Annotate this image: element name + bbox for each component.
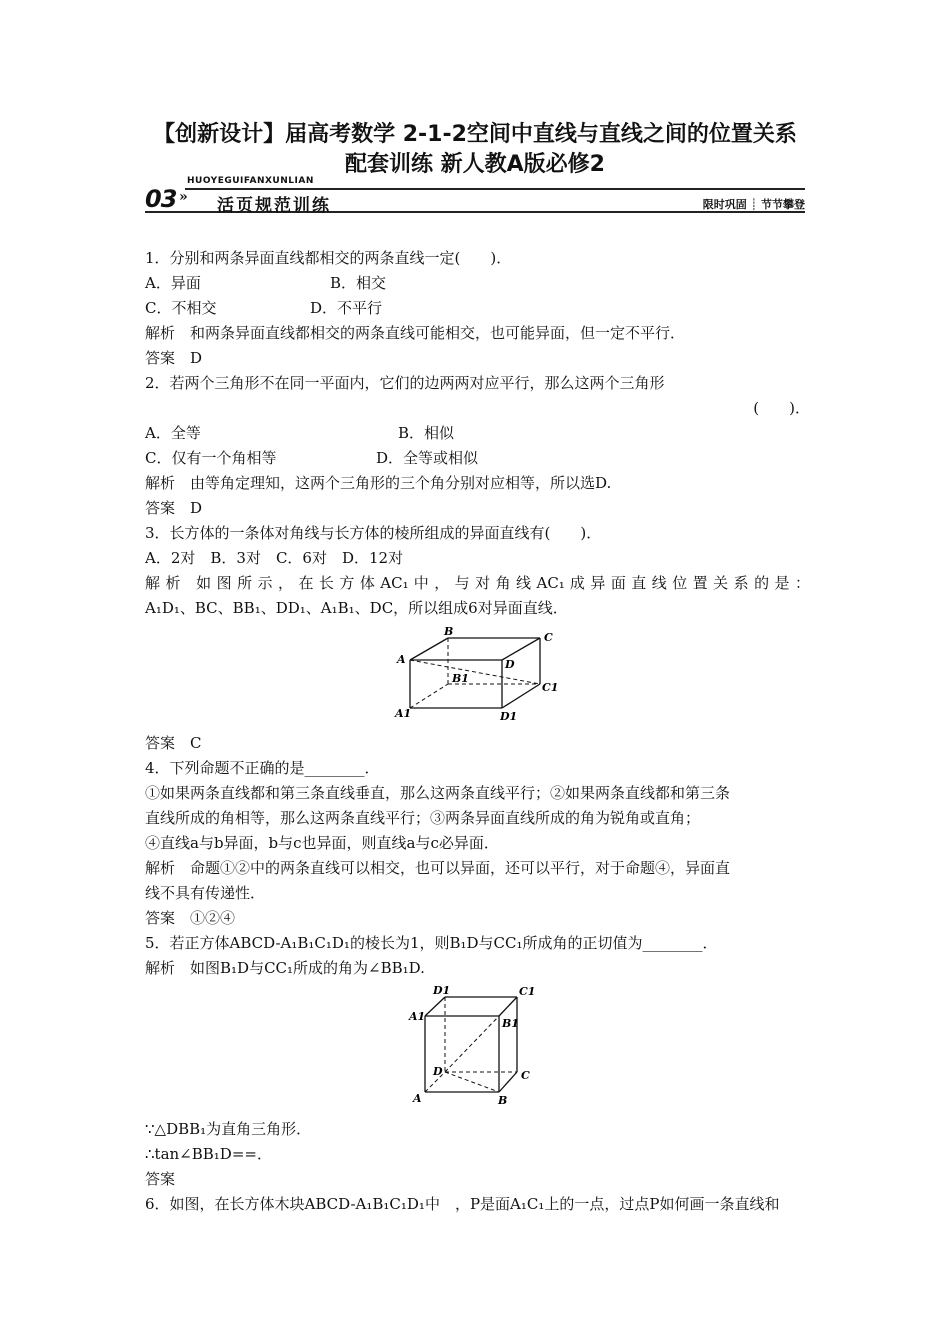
edge-b1-c1 [499,997,517,1016]
fig2-label-b1: B1 [502,1017,519,1030]
banner-pinyin: HUOYEGUIFANXUNLIAN [187,176,314,186]
document-subtitle: 配套训练 新人教A版必修2 [345,152,605,177]
q2-option-c: C．仅有一个角相等 [145,449,277,467]
q1-option-b: B．相交 [330,274,387,292]
q1-analysis: 解析 和两条异面直线都相交的两条直线可能相交，也可能异面，但一定不平行． [145,324,686,342]
q1-option-d: D．不平行 [310,299,383,317]
banner-chevron-icon: » [179,189,188,205]
fig2-label-a1: A1 [409,1010,426,1023]
q3-stem: 3．长方体的一条体对角线与长方体的棱所组成的异面直线有( )． [145,524,602,542]
fig2-label-c1: C1 [519,985,536,998]
q4-statement-line2: 直线所成的角相等，那么这两条直线平行；③两条异面直线所成的角为锐角或直角； [145,809,701,827]
q1-answer: 答案 D [145,349,203,367]
fig1-label-d: D [505,658,515,671]
q1-stem: 1．分别和两条异面直线都相交的两条直线一定( )． [145,249,512,267]
fig1-label-b: B [444,625,454,638]
q4-statement-line3: ④直线a与b异面，b与c也异面，则直线a与c必异面． [145,834,499,852]
fig2-label-d1: D1 [433,984,451,997]
q2-stem: 2．若两个三角形不在同一平面内，它们的边两两对应平行，那么这两个三角形 [145,374,665,392]
fig1-label-a: A [397,653,406,666]
q3-answer: 答案 C [145,734,202,752]
fig2-label-d: D [433,1065,443,1078]
diagonal-d-b [445,1072,499,1092]
cuboid-figure [390,622,560,727]
q3-options: A．2对 B．3对 C．6对 D．12对 [145,549,404,567]
edge-a1-d1 [425,997,445,1016]
document-title: 【创新设计】届高考数学 2-1-2空间中直线与直线之间的位置关系 [153,122,797,147]
q1-option-c: C．不相交 [145,299,217,317]
edge-a-b [410,638,448,660]
q1-option-a: A．异面 [145,274,201,292]
q5-triangle-note: ∵△DBB₁为直角三角形． [145,1120,312,1138]
fig1-label-a1: A1 [395,707,412,720]
fig2-label-b: B [498,1094,508,1107]
banner-number: 03 [145,185,177,213]
fig1-label-d1: D1 [500,710,518,723]
q4-stem: 4．下列命题不正确的是________． [145,759,380,777]
q2-option-b: B．相似 [398,424,455,442]
edge-d-c [502,638,540,660]
edge-b-c [499,1072,517,1092]
fig2-label-a: A [413,1092,422,1105]
q4-answer: 答案 ①②④ [145,909,236,927]
q3-analysis-line2: A₁D₁、BC、BB₁、DD₁、A₁B₁、DC，所以组成6对异面直线． [145,599,568,617]
q2-analysis: 解析 由等角定理知，这两个三角形的三个角分别对应相等，所以选D. [145,474,612,492]
q2-answer: 答案 D [145,499,203,517]
q3-analysis-line1: 解 析 如 图 所 示 ， 在 长 方 体 AC₁ 中 ， 与 对 角 线 AC₁ 成 异 面 直 线 位 置 关 系 的 是 ： [145,574,810,592]
q5-tan-result: ∴tan∠BB₁D==． [145,1145,272,1163]
q4-statement-line1: ①如果两条直线都和第三条直线垂直，那么这两条直线平行；②如果两条直线都和第三条 [145,784,731,802]
section-banner [145,176,805,216]
fig2-label-c: C [521,1069,530,1082]
q4-analysis-line1: 解析 命题①②中的两条直线可以相交，也可以异面，还可以平行，对于命题④，异面直 [145,859,731,877]
banner-title: 活页规范训练 [217,196,331,216]
diagonal-a-c1 [410,660,540,684]
edge-d1-c1 [502,684,540,708]
q4-analysis-line2: 线不具有传递性． [145,884,266,902]
fig1-label-b1: B1 [452,672,469,685]
q2-option-d: D．全等或相似 [376,449,479,467]
cube-figure [405,982,545,1110]
q2-option-a: A．全等 [145,424,201,442]
q2-bracket: ( )． [753,399,810,417]
banner-right-text: 限时巩固 ┊ 节节攀登 [702,198,805,211]
diagonal-d-b1 [445,1016,499,1072]
fig1-label-c: C [544,631,553,644]
fig1-label-c1: C1 [542,681,559,694]
q5-stem: 5．若正方体ABCD-A₁B₁C₁D₁的棱长为1，则B₁D与CC₁所成角的正切值为________． [145,934,718,952]
hidden-edge-a1-b1 [410,684,448,708]
q5-analysis: 解析 如图B₁D与CC₁所成的角为∠BB₁D. [145,959,425,977]
banner-top-rule [185,188,805,190]
q6-stem: 6．如图，在长方体木块ABCD-A₁B₁C₁D₁中 ，P是面A₁C₁上的一点，过点P如何画一条直线和 [145,1195,780,1213]
q5-answer: 答案 [145,1170,176,1188]
